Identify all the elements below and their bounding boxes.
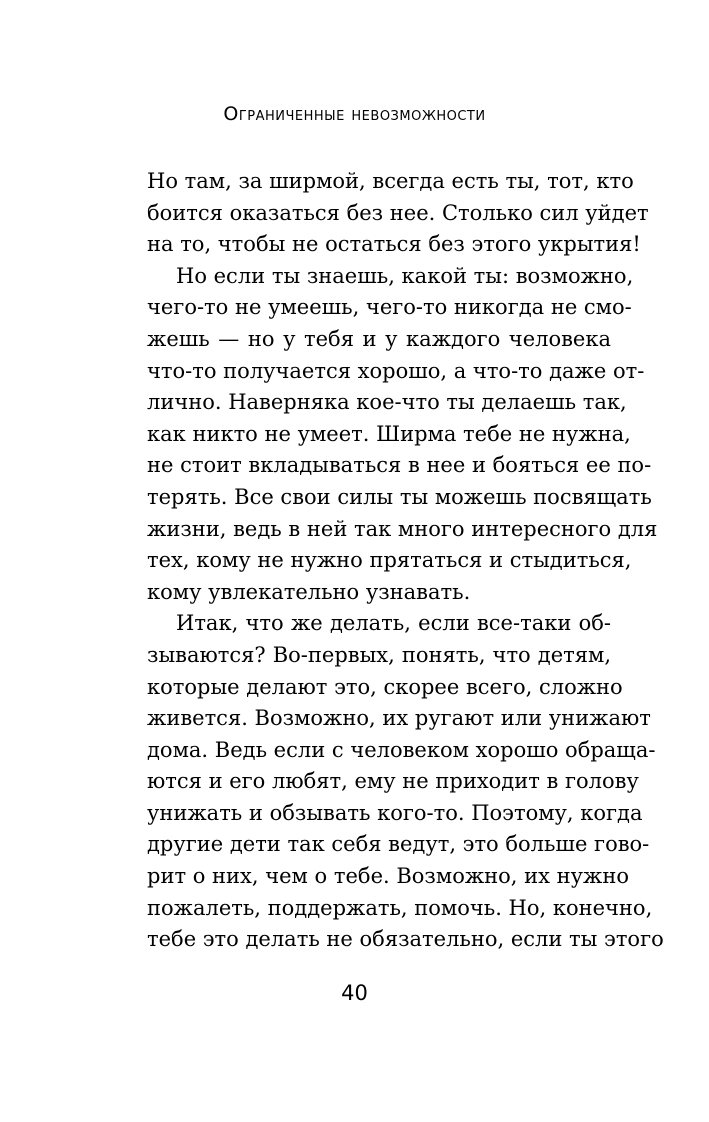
text-line: чего-то не умеешь, чего-то никогда не смо- <box>147 295 632 320</box>
text-line: унижать и обзывать кого-то. Поэтому, когда <box>147 800 643 825</box>
text-line: рит о них, чем о тебе. Возможно, их нужно <box>147 864 629 889</box>
text-line: жешь — но у тебя и у каждого человека <box>147 326 611 351</box>
text-line: на то, чтобы не остаться без этого укрытия! <box>147 232 641 257</box>
text-line: живется. Возможно, их ругают или унижают <box>147 706 651 731</box>
text-line: Итак, что же делать, если все-таки об- <box>176 611 611 636</box>
text-line: дома. Ведь если с человеком хорошо обраща- <box>147 737 656 762</box>
running-head: Ограниченные невозможности <box>223 103 486 125</box>
text-line: другие дети так себя ведут, это больше гово- <box>147 832 650 857</box>
text-line: пожалеть, поддержать, помочь. Но, конечно, <box>147 895 653 920</box>
text-line: не стоит вкладываться в нее и бояться ее по- <box>147 453 652 478</box>
text-line: боится оказаться без нее. Столько сил уйдет <box>147 200 649 225</box>
text-line: лично. Наверняка кое-что ты делаешь так, <box>147 390 627 415</box>
text-line: тех, кому не нужно прятаться и стыдиться, <box>147 548 632 573</box>
text-line: тебе это делать не обязательно, если ты этого <box>147 927 664 952</box>
text-line: терять. Все свои силы ты можешь посвящать <box>147 484 652 509</box>
text-line: кому увлекательно узнавать. <box>147 579 471 604</box>
text-line: Но если ты знаешь, какой ты: возможно, <box>176 263 634 288</box>
text-line: которые делают это, скорее всего, сложно <box>147 674 623 699</box>
text-line: Но там, за ширмой, всегда есть ты, тот, кто <box>147 169 634 193</box>
text-line: ются и его любят, ему не приходит в голову <box>147 769 639 794</box>
text-line: зываются? Во-первых, понять, что детям, <box>147 642 611 667</box>
text-line: как никто не умеет. Ширма тебе не нужна, <box>147 421 631 446</box>
page-number: 40 <box>341 981 368 1005</box>
text-line: что-то получается хорошо, а что-то даже от- <box>147 358 645 383</box>
body-text <box>147 166 664 956</box>
text-line: жизни, ведь в ней так много интересного для <box>147 516 658 541</box>
